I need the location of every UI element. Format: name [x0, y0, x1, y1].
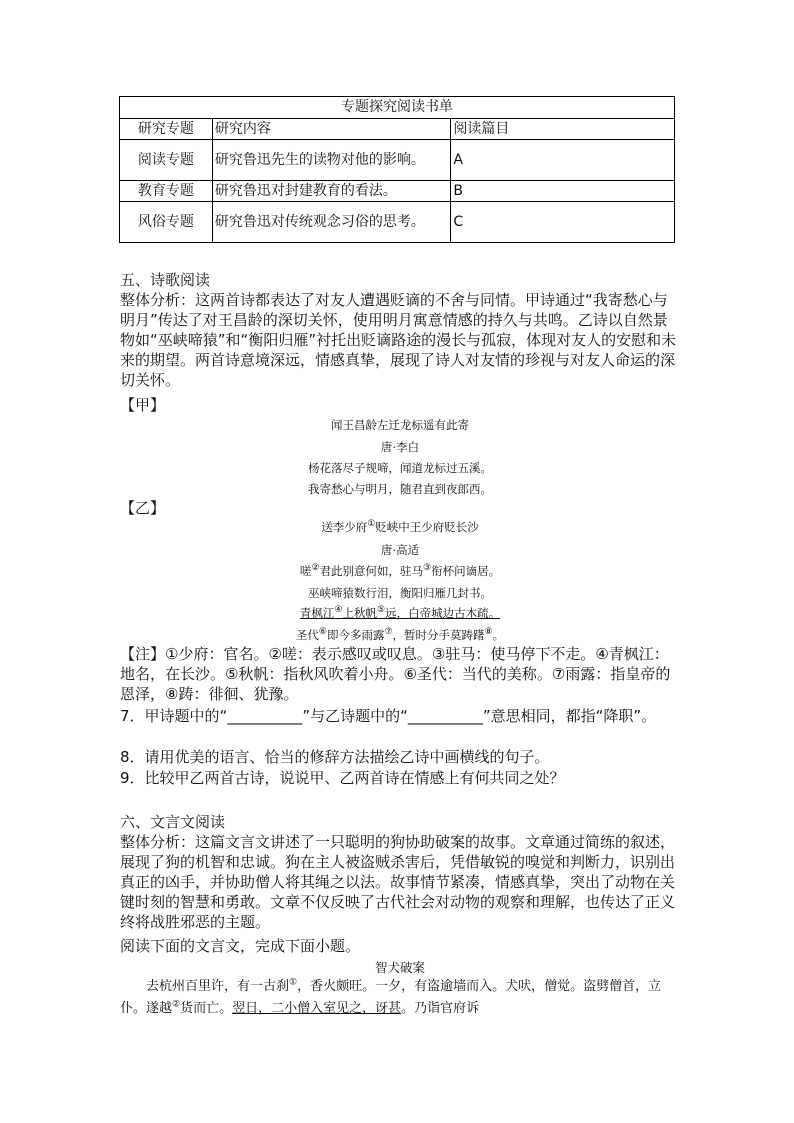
poem-yi-title — [120, 520, 680, 535]
passage-part: 。乃诣官府诉 — [401, 1001, 480, 1016]
poem-yi-line-part: 。 — [492, 628, 505, 642]
poem-yi-label: 【乙】 — [120, 499, 166, 517]
table-cell-content: 研究鲁迅对传统观念习俗的思考。 — [212, 202, 451, 243]
poem-yi-line-part: 衔杯问谪居。 — [431, 564, 501, 578]
poem-yi-line — [120, 564, 680, 579]
section-heading-classical: 六、文言文阅读 — [120, 813, 226, 831]
poem-yi-line-part: 圣代 — [295, 628, 319, 642]
question-8: 8．请用优美的语言、恰当的修辞方法描绘乙诗中画横线的句子。 — [120, 748, 550, 766]
poem-jia-author: 唐·李白 — [380, 440, 420, 454]
poem-jia-label: 【甲】 — [120, 396, 166, 414]
poem-yi-underlined-line — [120, 606, 680, 621]
passage-part: 去杭州百里许，有一古刹 — [146, 979, 290, 994]
footnote-mark: ⑤ — [377, 605, 386, 616]
question-7: 7．甲诗题中的“__________”与乙诗题中的“__________”意思相同，都指“降职”。 — [120, 707, 657, 725]
footnote-mark: ② — [311, 563, 320, 574]
footnote-mark: ⑥ — [318, 627, 327, 638]
poem-yi-line-part: 君此别意何如，驻马 — [319, 564, 423, 578]
poem-yi-title-part: 送李少府 — [321, 520, 368, 534]
poem-jia-line: 我寄愁心与明月，随君直到夜郎西。 — [308, 482, 492, 496]
passage-underlined-sentence: 翌日，二小僧入室见之，讶甚 — [232, 1001, 402, 1016]
table-cell-topic: 风俗专题 — [120, 202, 213, 243]
classical-title: 智犬破案 — [374, 960, 425, 975]
footnote-mark: ① — [367, 519, 376, 530]
footnote-mark: ⑦ — [384, 627, 393, 638]
classical-passage — [120, 976, 685, 1020]
poem-yi-line-part: 远，白帝城边古木疏。 — [385, 606, 501, 620]
table-cell-content: 研究鲁迅先生的读物对他的影响。 — [212, 140, 451, 181]
poem-yi-line: 巫峡啼猿数行泪，衡阳归雁几封书。 — [308, 586, 492, 600]
poem-notes: 【注】①少府：官名。②嗟：表示感叹或叹息。③驻马：使马停下不走。④青枫江：地名，在长沙。⑤秋帆：指秋风吹着小舟。⑥圣代：当代的美称。⑦雨露：指皇帝的恩泽，⑧踌：徘徊、犹豫。 — [120, 645, 671, 703]
footnote-mark: ④ — [334, 605, 343, 616]
poem-yi-line-part: 嗟 — [299, 564, 312, 578]
footnote-mark: ② — [172, 999, 181, 1010]
section-heading-poetry: 五、诗歌阅读 — [120, 271, 211, 289]
classical-instruction: 阅读下面的文言文，完成下面小题。 — [120, 937, 361, 955]
table-header-content: 研究内容 — [212, 119, 451, 140]
poem-jia-title: 闻王昌龄左迁龙标遥有此寄 — [331, 418, 469, 432]
table-cell-topic: 阅读专题 — [120, 140, 213, 181]
passage-part: ，香火颇旺。一夕，有盗逾墙而入。犬吠，僧觉。盗劈僧首，立仆。遂越 — [120, 979, 662, 1016]
reading-list-table — [119, 96, 675, 243]
poem-yi-author: 唐·高适 — [380, 543, 420, 557]
table-cell-content: 研究鲁迅对封建教育的看法。 — [212, 181, 451, 202]
poem-jia-line: 杨花落尽子规啼，闻道龙标过五溪。 — [308, 461, 492, 475]
table-header-topic: 研究专题 — [120, 119, 213, 140]
poem-yi-line-part: 上秋帆 — [342, 606, 377, 620]
table-title: 专题探究阅读书单 — [120, 97, 675, 119]
table-cell-item: A — [451, 140, 675, 181]
question-9: 9．比较甲乙两首古诗，说说甲、乙两首诗在情感上有何共同之处？ — [120, 769, 565, 787]
poem-yi-line-part: 青枫江 — [299, 606, 335, 620]
footnote-mark: ① — [289, 977, 298, 988]
footnote-mark: ③ — [423, 563, 432, 574]
table-cell-item: B — [451, 181, 675, 202]
poem-yi-line-part: ，暂时分手莫踌躇 — [392, 628, 485, 642]
poetry-analysis: 整体分析：这两首诗都表达了对友人遭遇贬谪的不舍与同情。甲诗通过“我寄愁心与明月”传达了对王昌龄的深切关怀，使用明月寓意情感的持久与共鸣。乙诗以自然景物如“巫峡啼猿”和“衡阳归雁”衬托出贬谪路途的漫长与孤寂，体现对友人的安慰和未来的期望。两首诗意境深远，情感真挚，展现了诗人对友情的珍视与对友人命运的深切关怀。 — [120, 291, 677, 389]
table-cell-item: C — [451, 202, 675, 243]
poem-yi-line-part: 即今多雨露 — [326, 628, 385, 642]
table-cell-topic: 教育专题 — [120, 181, 213, 202]
footnote-mark: ⑧ — [484, 627, 493, 638]
passage-part: 货而亡。 — [180, 1001, 233, 1016]
table-header-item: 阅读篇目 — [451, 119, 675, 140]
poem-yi-title-part: 贬峡中王少府贬长沙 — [375, 520, 479, 534]
classical-analysis: 整体分析：这篇文言文讲述了一只聪明的狗协助破案的故事。文章通过简练的叙述，展现了狗的机智和忠诚。狗在主人被盗贼杀害后，凭借敏锐的嗅觉和判断力，识别出真正的凶手，并协助僧人将其绳之以法。故事情节紧凑，情感真挚，突出了动物在关键时刻的智慧和勇敢。文章不仅反映了古代社会对动物的观察和理解，也传达了正义终将战胜邪恶的主题。 — [120, 833, 676, 931]
poem-yi-line — [120, 628, 680, 643]
